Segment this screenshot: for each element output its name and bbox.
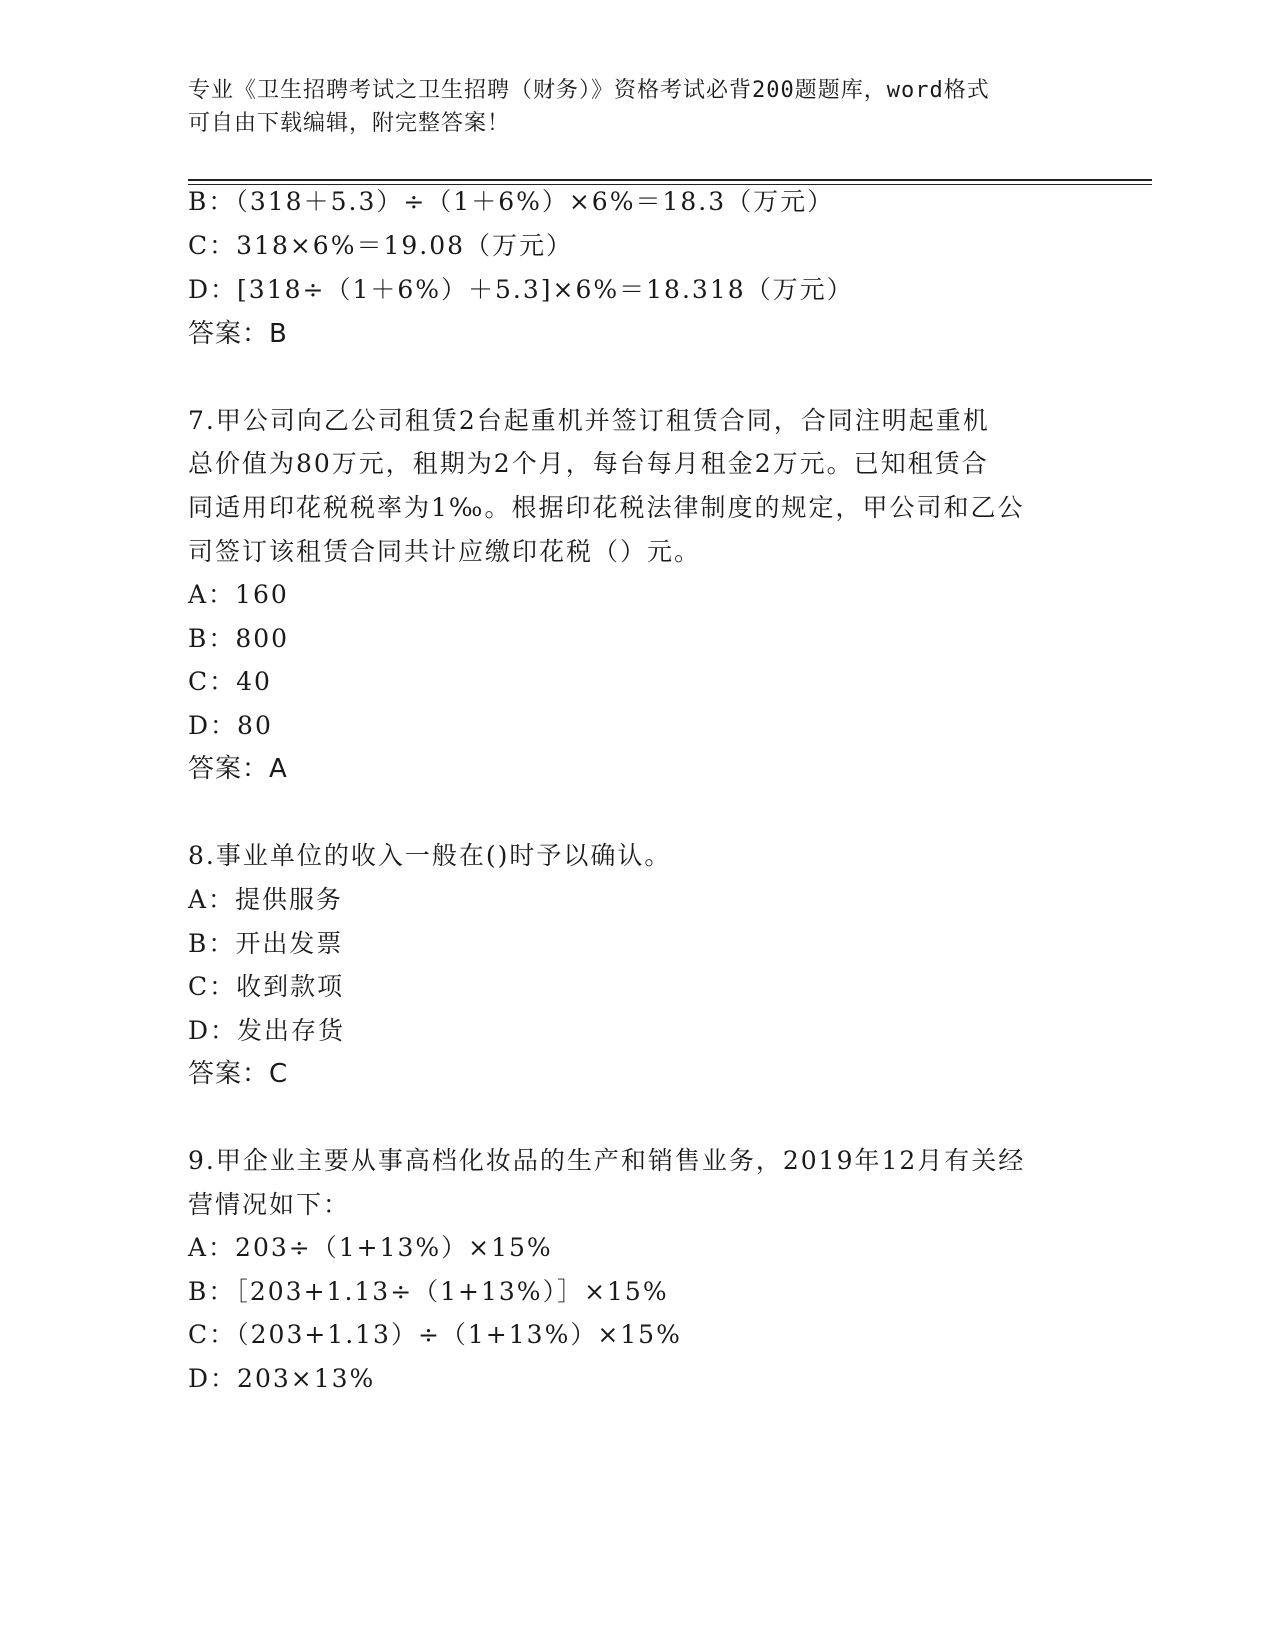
q8-option-d: D：发出存货 <box>188 1016 346 1045</box>
q7-option-d: D：80 <box>188 711 273 740</box>
q8-answer: 答案：C <box>188 1059 289 1089</box>
q7-option-b: B：800 <box>188 624 290 653</box>
q9-stem-line-2: 营情况如下： <box>188 1190 351 1219</box>
header-title-line-2: 可自由下载编辑，附完整答案！ <box>188 111 511 136</box>
q6-answer: 答案：B <box>188 319 288 349</box>
q6-option-d: D：[318÷（1＋6%）＋5.3]×6%＝18.318（万元） <box>188 275 854 304</box>
q9-stem-line-1: 9.甲企业主要从事高档化妆品的生产和销售业务，2019年12月有关经 <box>188 1146 1026 1175</box>
q7-stem-line-3: 同适用印花税税率为1‰。根据印花税法律制度的规定，甲公司和乙公 <box>188 493 1025 522</box>
q7-stem-line-2: 总价值为80万元，租期为2个月，每台每月租金2万元。已知租赁合 <box>188 449 989 478</box>
document-header <box>188 74 1088 140</box>
q7-option-a: A：160 <box>188 580 289 609</box>
q7-stem-line-4: 司签订该租赁合同共计应缴印花税（）元。 <box>188 537 702 566</box>
q8-option-b: B：开出发票 <box>188 929 344 958</box>
q6-option-b: B：（318＋5.3）÷（1＋6%）×6%＝18.3（万元） <box>188 187 835 216</box>
header-divider-thick <box>188 179 1152 181</box>
q7-stem-line-1: 7.甲公司向乙公司租赁2台起重机并签订租赁合同，合同注明起重机 <box>188 406 990 435</box>
q9-option-a: A：203÷（1+13%）×15% <box>188 1233 553 1262</box>
header-divider-thin <box>188 184 1152 185</box>
q9-option-b: B：［203+1.13÷（1+13%）］×15% <box>188 1277 669 1306</box>
q8-option-c: C：收到款项 <box>188 972 345 1001</box>
header-title-line-1: 专业《卫生招聘考试之卫生招聘（财务）》资格考试必背200题题库，word格式 <box>188 78 990 103</box>
q9-option-c: C：（203+1.13）÷（1+13%）×15% <box>188 1320 682 1349</box>
q7-option-c: C：40 <box>188 667 272 696</box>
q9-option-d: D：203×13% <box>188 1364 376 1393</box>
q8-stem: 8.事业单位的收入一般在()时予以确认。 <box>188 841 672 870</box>
q6-option-c: C：318×6%＝19.08（万元） <box>188 231 574 260</box>
q8-option-a: A：提供服务 <box>188 885 344 914</box>
q7-answer: 答案：A <box>188 754 288 784</box>
